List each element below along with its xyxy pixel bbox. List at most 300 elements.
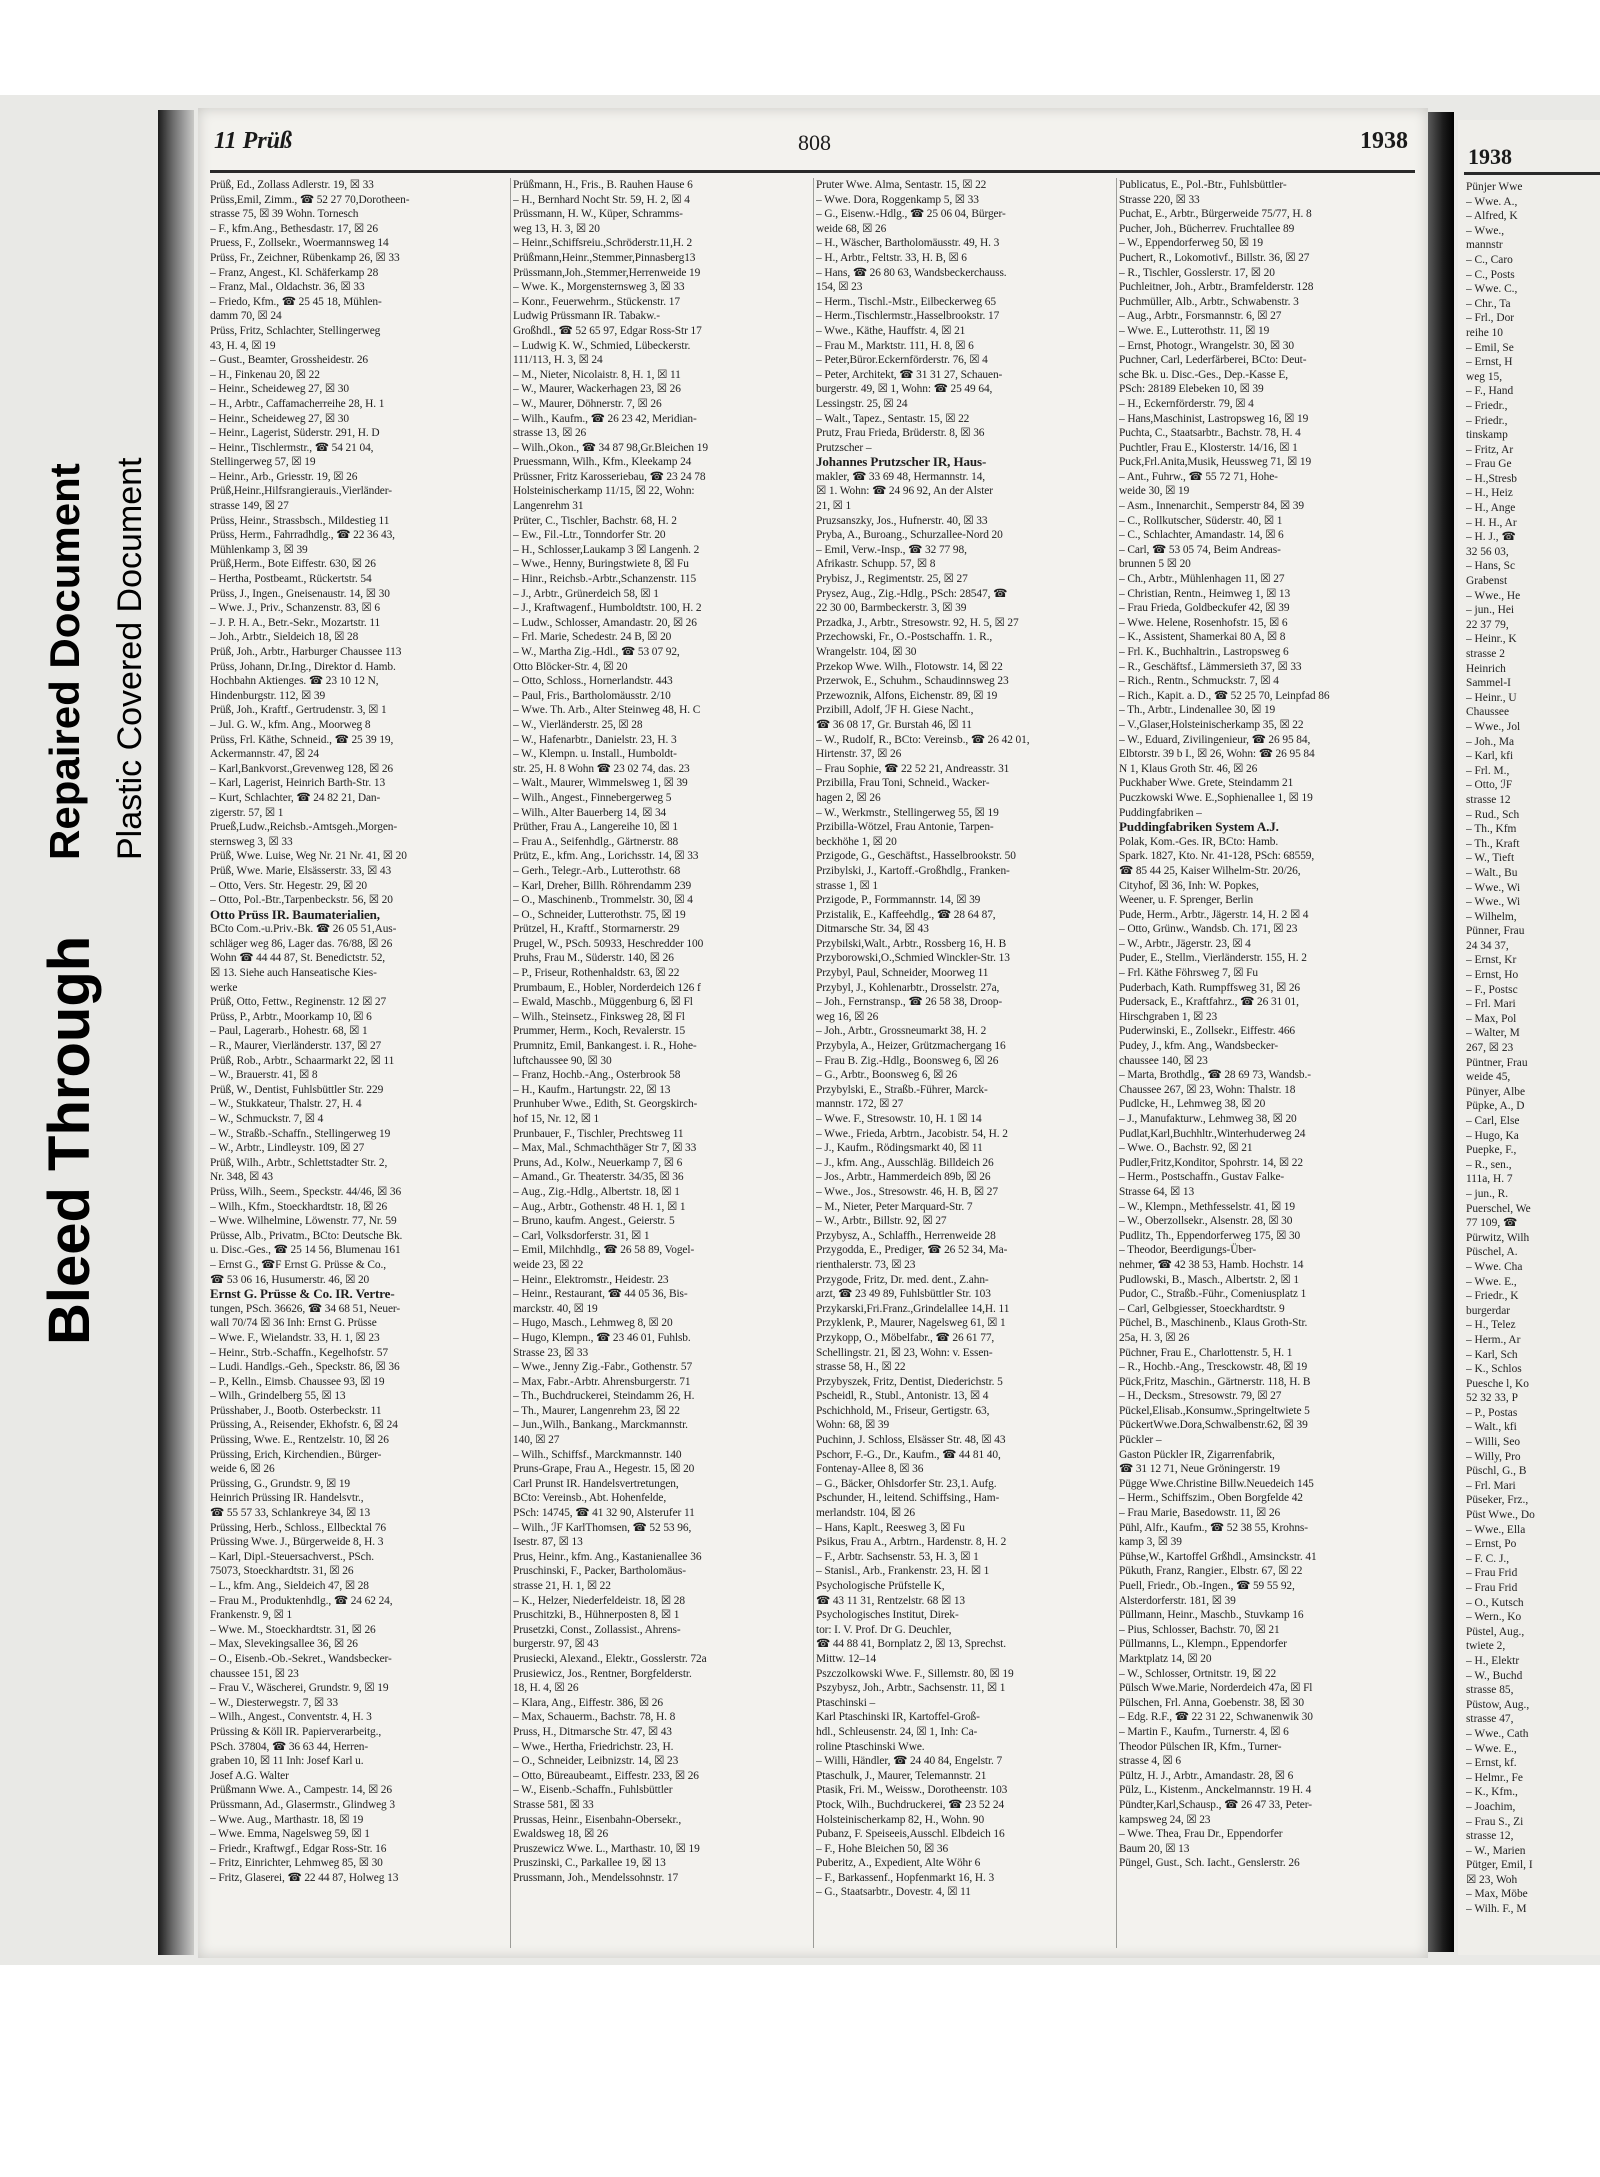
directory-entry: Ptaschulk, J., Maurer, Telemannstr. 21	[816, 1769, 987, 1782]
facing-entry: – jun., R.	[1466, 1187, 1509, 1200]
facing-entry: – Friedr., K	[1466, 1290, 1519, 1303]
facing-entry: Grabenst	[1466, 575, 1508, 588]
facing-entry: Püst Wwe., Do	[1466, 1509, 1535, 1522]
facing-entry: – Fritz, Ar	[1466, 443, 1514, 456]
directory-entry: – W., Diesterwegstr. 7, ☒ 33	[210, 1696, 338, 1709]
directory-entry: – Otto, Grünw., Wandsb. Ch. 171, ☒ 23	[1119, 923, 1298, 936]
directory-entry: Pudlat,Karl,Buchhltr.,Winterhuderweg 24	[1119, 1127, 1306, 1140]
facing-entry: – Helmr., Fe	[1466, 1771, 1523, 1784]
directory-entry: Prüß,Heinr.,Hilfsrangierauis.,Vierländer-	[210, 485, 392, 498]
directory-entry: – Ernst G., ☎F Ernst G. Prüsse & Co.,	[210, 1258, 386, 1271]
facing-entry: – F., Postsc	[1466, 983, 1518, 996]
directory-entry: Prüssing, Wwe. E., Rentzelstr. 10, ☒ 26	[210, 1434, 389, 1447]
directory-entry: 21, ☒ 1	[816, 500, 852, 513]
directory-entry: Puchtler, Frau E., Klosterstr. 14/16, ☒ 1	[1119, 441, 1298, 454]
directory-entry: Pruter Wwe. Alma, Sentastr. 15, ☒ 22	[816, 179, 987, 191]
directory-entry: – Wwe. F., Stresowstr. 10, H. 1 ☒ 14	[816, 1113, 982, 1125]
directory-entry: – Willi, Händler, ☎ 24 40 84, Engelstr. 7	[816, 1755, 1003, 1768]
directory-entry: Prüssing, A., Reisender, Ekhofstr. 6, ☒ 24	[210, 1419, 398, 1432]
directory-entry: – Joh., Fernstransp., ☎ 26 58 38, Droop-	[816, 996, 1003, 1009]
facing-entry: Pürwitz, Wilh	[1466, 1231, 1530, 1244]
directory-entry: Przibilla, Frau Toni, Schneid., Wacker-	[816, 777, 990, 790]
directory-entry: Przechowski, Fr., O.-Postschaffn. 1. R.,	[816, 631, 993, 644]
directory-entry: Püngel, Gust., Sch. Iacht., Genslerstr. 26	[1119, 1857, 1300, 1870]
directory-entry: Puder, E., Stellm., Vierländerstr. 155, H. 2	[1119, 952, 1307, 965]
directory-entry: – Hans, ☎ 26 80 63, Wandsbeckerchauss.	[816, 266, 1007, 279]
directory-entry: – Wwe. K., Morgensternsweg 3, ☒ 33	[513, 281, 685, 294]
directory-entry: – Wilh., Angest., Finnebergerweg 5	[513, 791, 672, 804]
directory-entry: Pubanz, F. Speiseeis,Ausschl. Elbdeich 16	[816, 1828, 1005, 1841]
directory-entry: – Friedr., Kraftwgf., Edgar Ross-Str. 16	[210, 1842, 387, 1855]
directory-entry: Prüß, Wwe. Luise, Weg Nr. 21 Nr. 41, ☒ 20	[210, 850, 407, 863]
facing-entry: – W., Marien	[1466, 1844, 1526, 1857]
directory-entry: – G., Bäcker, Ohlsdorfer Str. 23,1. Aufg.	[816, 1477, 997, 1490]
facing-entry: – Karl, Sch	[1466, 1348, 1518, 1361]
directory-entry: – Hans, Kaplt., Reesweg 3, ☒ Fu	[816, 1521, 965, 1534]
directory-entry: – W., Schmuckstr. 7, ☒ 4	[210, 1113, 324, 1125]
column-divider	[510, 178, 511, 1948]
directory-entry: Pruss, H., Ditmarsche Str. 47, ☒ 43	[513, 1725, 672, 1738]
facing-entry: – P., Postas	[1466, 1406, 1518, 1419]
facing-entry: – Wwe., Cath	[1466, 1727, 1529, 1740]
directory-entry: Prüß, W., Dentist, Fuhlsbüttler Str. 229	[210, 1083, 384, 1096]
directory-entry: – J., Manufakturw., Lehmweg 38, ☒ 20	[1119, 1113, 1297, 1125]
directory-entry: Ptasik, Fri. M., Weissw., Dorotheenstr. 103	[816, 1784, 1008, 1797]
directory-entry: Publicatus, E., Pol.-Btr., Fuhlsbüttler-	[1119, 179, 1287, 191]
facing-entry: – Frl., Dor	[1466, 312, 1515, 325]
facing-entry: 52 32 33, P	[1466, 1392, 1518, 1405]
directory-entry: – Heinr., Strb.-Schaffn., Kegelhofstr. 57	[210, 1346, 388, 1359]
facing-entry: – Wwe. C.,	[1466, 283, 1518, 296]
directory-entry: Polak, Kom.-Ges. IR, BCto: Hamb.	[1119, 835, 1279, 848]
directory-entry: Przewoznik, Alfons, Eichenstr. 89, ☒ 19	[816, 689, 998, 702]
directory-entry: Pucher, Joh., Bücherrev. Fruchtallee 89	[1119, 222, 1295, 235]
directory-entry: Prüß,Herm., Bote Eiffestr. 630, ☒ 26	[210, 558, 376, 571]
directory-entry: Prusetzki, Const., Zollassist., Ahrens-	[513, 1623, 681, 1636]
facing-entry: – Frau S., Zi	[1466, 1815, 1524, 1828]
directory-entry: – Konr., Feuerwehrm., Stückenstr. 17	[513, 295, 680, 308]
directory-entry: Prusiecki, Alexand., Elektr., Gosslerstr. 72a	[513, 1652, 707, 1665]
facing-entry: Püstel, Aug.,	[1466, 1625, 1525, 1638]
directory-entry: Pudor, C., Straßb.-Führ., Comeniusplatz 1	[1119, 1288, 1307, 1301]
directory-entry: – W., Vierländerstr. 25, ☒ 28	[513, 718, 643, 731]
directory-entry: – Wwe., Henny, Buringstwiete 8, ☒ Fu	[513, 558, 689, 571]
directory-entry: – R., Tischler, Gosslerstr. 17, ☒ 20	[1119, 266, 1275, 279]
directory-entry: – Wwe. F., Wielandstr. 33, H. 1, ☒ 23	[210, 1331, 380, 1344]
directory-entry: Wohn: 68, ☒ 39	[816, 1419, 890, 1432]
directory-entry: Prüß, Joh., Kraftf., Gertrudenstr. 3, ☒ 1	[210, 704, 387, 717]
directory-entry: Pültz, H. J., Arbtr., Amandastr. 28, ☒ 6	[1119, 1769, 1294, 1782]
directory-entry: u. Disc.-Ges., ☎ 25 14 56, Blumenau 161	[210, 1244, 401, 1257]
facing-entry: – Max, Möbe	[1466, 1888, 1528, 1901]
facing-entry: Puerschel, We	[1466, 1202, 1531, 1215]
directory-entry: Pück,Fritz, Maschin., Gärtnerstr. 118, H. B	[1119, 1375, 1311, 1388]
directory-entry: – Herm.,Tischlermstr.,Hasselbrookstr. 17	[816, 310, 1000, 323]
directory-entry: 18, H. 4, ☒ 26	[513, 1682, 579, 1695]
directory-entry: Prüter, C., Tischler, Bachstr. 68, H. 2	[513, 514, 677, 527]
facing-entry: – Emil, Se	[1466, 341, 1514, 354]
facing-entry: mannstr	[1466, 239, 1503, 252]
facing-entry: – H., Elektr	[1466, 1654, 1520, 1667]
directory-entry: – H., Wäscher, Bartholomäusstr. 49, H. 3	[816, 237, 1000, 250]
directory-entry: – Frl. Käthe Föhrsweg 7, ☒ Fu	[1119, 967, 1258, 980]
directory-entry: weide 68, ☒ 26	[816, 222, 887, 235]
directory-entry: Pschichhold, M., Friseur, Gertigstr. 63,	[816, 1404, 990, 1417]
directory-entry: Prüss, Fr., Zeichner, Rübenkamp 26, ☒ 33	[210, 251, 400, 264]
directory-entry: Langenrehm 31	[513, 500, 584, 513]
directory-entry: ☎ 53 06 16, Husumerstr. 46, ☒ 20	[210, 1273, 370, 1286]
facing-entry: – H. H., Ar	[1466, 516, 1517, 529]
page-gutter-shadow	[1428, 112, 1454, 1952]
directory-entry: – F., Hohe Bleichen 50, ☒ 36	[816, 1842, 949, 1855]
directory-entry: Prüß, Wilh., Arbtr., Schlettstadter Str. 2,	[210, 1156, 388, 1169]
facing-entry: Püschl, G., B	[1466, 1465, 1527, 1478]
directory-entry: Stellingerweg 57, ☒ 19	[210, 456, 316, 469]
directory-entry: Przibilla-Wötzel, Frau Antonie, Tarpen-	[816, 821, 994, 834]
directory-entry: hdl., Schleusenstr. 24, ☒ 1, Inh: Ca-	[816, 1725, 978, 1738]
directory-entry: – Karl, Lagerist, Heinrich Barth-Str. 13	[210, 777, 386, 790]
directory-entry: – W., Martha Zig.-Hdl., ☎ 53 07 92,	[513, 646, 680, 658]
directory-entry: Puchinn, J. Schloss, Elsässer Str. 48, ☒ 43	[816, 1434, 1006, 1447]
facing-entry: – O., Kutsch	[1466, 1596, 1524, 1609]
directory-entry: – C., Rollkutscher, Süderstr. 40, ☒ 1	[1119, 514, 1283, 527]
facing-entry: twiete 2,	[1466, 1640, 1506, 1653]
directory-entry: – Jul. G. W., kfm. Ang., Moorweg 8	[210, 718, 371, 731]
facing-entry: – Walt., Bu	[1466, 866, 1518, 879]
directory-entry: burgerstr. 49, ☒ 1, Wohn: ☎ 25 49 64,	[816, 383, 993, 396]
directory-entry: Prummer, Herm., Koch, Revalerstr. 15	[513, 1025, 686, 1038]
directory-entry: strasse 149, ☒ 27	[210, 500, 289, 513]
facing-entry: weide 45,	[1466, 1071, 1511, 1084]
directory-entry: Przybyl, Paul, Schneider, Moorweg 11	[816, 967, 989, 980]
directory-entry: – J., kfm. Ang., Ausschläg. Billdeich 26	[816, 1156, 994, 1169]
directory-entry: Afrikastr. Schupp. 57, ☒ 8	[816, 558, 936, 571]
directory-entry: – Aug., Arbtr., Forsmannstr. 6, ☒ 27	[1119, 310, 1282, 323]
facing-page	[1458, 120, 1600, 1955]
directory-entry: Pruschinski, F., Packer, Bartholomäus-	[513, 1565, 686, 1578]
directory-page	[198, 108, 1428, 1958]
header-left: 11 Prüß	[214, 128, 293, 154]
directory-entry: Pruessmann, Wilh., Kfm., Kleekamp 24	[513, 456, 692, 469]
directory-entry: Strasse 64, ☒ 13	[1119, 1185, 1195, 1198]
directory-entry: – L., kfm. Ang., Sieldeich 47, ☒ 28	[210, 1580, 369, 1592]
directory-entry: – Ludwig K. W., Schmied, Lübeckerstr.	[513, 339, 691, 352]
directory-entry: – C., Schlachter, Amandastr. 14, ☒ 6	[1119, 529, 1284, 542]
directory-entry: BCto: Vereinsb., Abt. Hohenfelde,	[513, 1492, 667, 1505]
directory-entry: ☎ 36 08 17, Gr. Burstah 46, ☒ 11	[816, 718, 972, 731]
directory-entry: – Wwe. M., Stoeckhardtstr. 31, ☒ 26	[210, 1623, 376, 1636]
facing-entry: – C., Posts	[1466, 268, 1515, 281]
directory-entry: ☎ 43 11 31, Rentzelstr. 68 ☒ 13	[816, 1594, 966, 1607]
directory-entry: Puchta, C., Staatsarbtr., Bachstr. 78, H. 4	[1119, 427, 1301, 440]
column-3	[816, 178, 1112, 1948]
directory-entry: – Rich., Rentn., Schmuckstr. 7, ☒ 4	[1119, 675, 1279, 688]
directory-entry: Pruschitzki, B., Hühnerposten 8, ☒ 1	[513, 1609, 680, 1622]
directory-entry: Prutz, Frau Frieda, Brüderstr. 8, ☒ 36	[816, 427, 985, 440]
facing-entry: – Frl. Mari	[1466, 998, 1516, 1011]
facing-entry: – Th., Kraft	[1466, 837, 1520, 850]
directory-entry: Elbtorstr. 39 b I., ☒ 26, Wohn: ☎ 26 95 84	[1119, 748, 1315, 761]
directory-entry: Prüss, P., Arbtr., Moorkamp 10, ☒ 6	[210, 1010, 372, 1023]
directory-entry: N 1, Klaus Groth Str. 46, ☒ 26	[1119, 762, 1258, 775]
directory-entry: – Joh., Arbtr., Grossneumarkt 38, H. 2	[816, 1025, 987, 1038]
directory-entry: Prüssmann, Ad., Glasermstr., Glindweg 3	[210, 1798, 395, 1811]
directory-entry: – M., Nieter, Nicolaistr. 8, H. 1, ☒ 11	[513, 368, 681, 381]
directory-entry: Prüss, Herm., Fahrradhdlg., ☎ 22 36 43,	[210, 529, 395, 542]
directory-entry: Puchert, R., Lokomotivf., Billstr. 36, ☒ 27	[1119, 251, 1310, 264]
directory-entry: PSch: 28189 Elebeken 10, ☒ 39	[1119, 383, 1264, 396]
directory-entry: PückertWwe.Dora,Schwalbenstr.62, ☒ 39	[1119, 1419, 1308, 1432]
bleed-through-label: Bleed Through	[37, 935, 102, 1345]
directory-entry: – H., Eckernförderstr. 79, ☒ 4	[1119, 397, 1254, 410]
facing-entry: – Heinr., U	[1466, 691, 1517, 704]
directory-entry: roline Ptaschinski Wwe.	[816, 1740, 925, 1753]
directory-entry: ☒ 1. Wohn: ☎ 24 96 92, An der Alster	[816, 485, 993, 498]
facing-entry: – H., Heiz	[1466, 487, 1513, 500]
facing-entry: – Hans, Sc	[1466, 560, 1516, 573]
directory-entry: – Wwe. Wilhelmine, Löwenstr. 77, Nr. 59	[210, 1215, 397, 1228]
directory-entry: Pruhs, Frau M., Süderstr. 140, ☒ 26	[513, 952, 674, 965]
directory-entry: Pude, Herm., Arbtr., Jägerstr. 14, H. 2 ☒ 4	[1119, 908, 1309, 921]
facing-entry: 77 109, ☎	[1466, 1217, 1518, 1230]
directory-entry: Puck,Frl.Anita,Musik, Heussweg 71, ☒ 19	[1119, 456, 1312, 469]
directory-entry: ☎ 55 57 33, Schlankreye 34, ☒ 13	[210, 1507, 371, 1520]
directory-entry: weg 13, H. 3, ☒ 20	[513, 222, 600, 235]
directory-entry: ☎ 85 44 25, Kaiser Wilhelm-Str. 20/26,	[1119, 864, 1301, 877]
directory-entry: Pruszewicz Wwe. L., Marthastr. 10, ☒ 19	[513, 1842, 700, 1855]
directory-entry: Przybilski,Walt., Arbtr., Rossberg 16, H. B	[816, 937, 1007, 950]
directory-entry: – W., Klempn., Methfesselstr. 41, ☒ 19	[1119, 1200, 1295, 1213]
column-1	[210, 178, 506, 1948]
directory-entry: – Ew., Fil.-Ltr., Tonndorfer Str. 20	[513, 529, 666, 542]
directory-entry: Püchel, B., Maschinenb., Klaus Groth-Str.	[1119, 1317, 1308, 1330]
directory-entry: Przigode, G., Geschäftst., Hasselbrookstr. 50	[816, 850, 1016, 863]
facing-entry: Heinrich	[1466, 662, 1506, 675]
directory-entry: – W., Brauerstr. 41, ☒ 8	[210, 1069, 318, 1082]
facing-entry: tinskamp	[1466, 429, 1508, 442]
directory-entry: Przyborowski,O.,Schmied Winckler-Str. 13	[816, 952, 1010, 965]
directory-entry: Püllmann, Heinr., Maschb., Stuvkamp 16	[1119, 1609, 1304, 1622]
directory-entry: Hirtenstr. 37, ☒ 26	[816, 748, 902, 761]
facing-entry: – Ernst, H	[1466, 356, 1513, 369]
directory-entry: – Otto, Schloss., Hornerlandstr. 443	[513, 675, 673, 688]
directory-entry: – K., Assistent, Shamerkai 80 A, ☒ 8	[1119, 631, 1286, 644]
facing-column	[1466, 180, 1600, 1940]
facing-entry: – Willy, Pro	[1466, 1450, 1521, 1463]
directory-entry: – Hugo, Klempn., ☎ 23 46 01, Fuhlsb.	[513, 1331, 691, 1344]
directory-entry: Puckhaber Wwe. Grete, Steindamm 21	[1119, 777, 1294, 790]
facing-entry: – Wilh. F., M	[1466, 1903, 1527, 1916]
directory-entry: – W., Klempn. u. Install., Humboldt-	[513, 748, 677, 761]
facing-entry: – W., Buchd	[1466, 1669, 1523, 1682]
directory-entry: – Wwe., Jos., Stresowstr. 46, H. B, ☒ 27	[816, 1185, 998, 1198]
directory-entry: Pudlcke, H., Lehmweg 38, ☒ 20	[1119, 1098, 1266, 1111]
directory-entry: Puell, Friedr., Ob.-Ingen., ☎ 59 55 92,	[1119, 1580, 1295, 1592]
directory-entry: kamp 3, ☒ 39	[1119, 1536, 1182, 1549]
directory-entry: – Otto, Büreaubeamt., Eiffestr. 233, ☒ 26	[513, 1769, 699, 1782]
directory-entry: – Joh., Arbtr., Sieldeich 18, ☒ 28	[210, 631, 359, 644]
directory-entry: – Peter, Architekt, ☎ 31 31 27, Schauen-	[816, 368, 1003, 381]
directory-entry: strasse 13, ☒ 26	[513, 427, 587, 440]
facing-entry: Püstow, Aug.,	[1466, 1698, 1530, 1711]
facing-entry: – Wwe. E.,	[1466, 1275, 1517, 1288]
columns	[210, 178, 1418, 1948]
directory-entry: Pruszinski, C., Parkallee 19, ☒ 13	[513, 1857, 666, 1870]
directory-entry: Przygodda, E., Prediger, ☎ 26 52 34, Ma-	[816, 1244, 1008, 1257]
facing-entry: – Friedr.,	[1466, 414, 1508, 427]
facing-entry: – Alfred, K	[1466, 210, 1518, 223]
directory-entry: – H., Kaufm., Hartungstr. 22, ☒ 13	[513, 1083, 671, 1096]
facing-entry: – Walter, M	[1466, 1027, 1520, 1040]
directory-entry: marckstr. 40, ☒ 19	[513, 1302, 598, 1315]
directory-entry: Prysez, Aug., Zig.-Hdlg., PSch: 28547, ☎	[816, 587, 1008, 600]
directory-entry: Pückler –	[1119, 1434, 1162, 1447]
directory-entry: zigerstr. 57, ☒ 1	[210, 806, 284, 819]
directory-entry: – Ernst, Photogr., Wrangelstr. 30, ☒ 30	[1119, 339, 1294, 352]
directory-entry: – Wilh.,Okon., ☎ 34 87 98,Gr.Bleichen 19	[513, 441, 708, 454]
facing-entry: 111a, H. 7	[1466, 1173, 1513, 1186]
facing-entry: Sammel-I	[1466, 677, 1511, 690]
directory-entry: PSch: 14745, ☎ 41 32 90, Alsterufer 11	[513, 1507, 695, 1520]
page-number: 808	[798, 130, 831, 155]
directory-entry: sternsweg 3, ☒ 33	[210, 835, 293, 848]
directory-entry: weide 30, ☒ 19	[1119, 485, 1190, 498]
directory-entry: Lessingstr. 25, ☒ 24	[816, 397, 908, 410]
directory-entry: Schellingstr. 21, ☒ 23, Wohn: v. Essen-	[816, 1346, 993, 1359]
directory-entry: Prütz, E., kfm. Ang., Lorichsstr. 14, ☒ 33	[513, 850, 699, 863]
directory-entry: Prüß, Joh., Arbtr., Harburger Chaussee 113	[210, 646, 402, 658]
directory-entry: Spark. 1827, Kto. Nr. 41-128, PSch: 68559,	[1119, 850, 1315, 863]
facing-entry: – F. C. J.,	[1466, 1552, 1510, 1565]
directory-entry: Prüssing & Köll IR. Papierverarbeitg.,	[210, 1725, 382, 1738]
directory-entry: – Wwe. J., Priv., Schanzenstr. 83, ☒ 6	[210, 602, 380, 615]
directory-entry: Prüss, Frl. Käthe, Schneid., ☎ 25 39 19,	[210, 733, 394, 746]
directory-entry: – W., Maurer, Döhnerstr. 7, ☒ 26	[513, 397, 662, 410]
directory-entry: – Ant., Fuhrw., ☎ 55 72 71, Hohe-	[1119, 470, 1278, 483]
directory-entry: Przerwok, E., Schuhm., Schaudinnsweg 23	[816, 675, 1009, 688]
facing-entry: – Wwe., Ella	[1466, 1523, 1526, 1536]
facing-entry: – H. J., ☎	[1466, 531, 1516, 544]
facing-entry: – Wern., Ko	[1466, 1611, 1522, 1624]
directory-entry: – W., Rudolf, R., BCto: Vereinsb., ☎ 26 42 01,	[816, 733, 1030, 746]
directory-entry: Ernst G. Prüsse & Co. IR. Vertre-	[210, 1287, 395, 1302]
directory-entry: luftchaussee 90, ☒ 30	[513, 1054, 612, 1067]
facing-entry: Puepke, F.,	[1466, 1144, 1517, 1157]
directory-entry: – Th., Arbtr., Lindenallee 30, ☒ 19	[1119, 704, 1276, 717]
facing-entry: strasse 85,	[1466, 1684, 1514, 1697]
directory-entry: mannstr. 172, ☒ 27	[816, 1098, 904, 1111]
directory-entry: – Emil, Verw.-Insp., ☎ 32 77 98,	[816, 543, 967, 556]
facing-entry: – Rud., Sch	[1466, 808, 1520, 821]
directory-entry: werke	[210, 981, 238, 994]
directory-entry: Prus, Heinr., kfm. Ang., Kastanienallee 36	[513, 1550, 702, 1563]
directory-entry: strasse 75, ☒ 39 Wohn. Tornesch	[210, 208, 359, 221]
directory-entry: – Wwe. Aug., Marthastr. 18, ☒ 19	[210, 1813, 364, 1826]
directory-entry: rienthalerstr. 73, ☒ 23	[816, 1258, 916, 1271]
facing-entry: – Joachim,	[1466, 1800, 1516, 1813]
directory-entry: Prumbaum, E., Hobler, Norderdeich 126 f	[513, 981, 701, 994]
facing-entry: – Willi, Seo	[1466, 1436, 1521, 1449]
directory-entry: wall 70/74 ☒ 36 Inh: Ernst G. Prüsse	[210, 1317, 377, 1330]
directory-entry: – H., Decksm., Stresowstr. 79, ☒ 27	[1119, 1390, 1282, 1403]
directory-entry: 111/113, H. 3, ☒ 24	[513, 354, 603, 367]
directory-entry: Puchmüller, Alb., Arbtr., Schwabenstr. 3	[1119, 295, 1299, 308]
directory-entry: Prüß, Rob., Arbtr., Schaarmarkt 22, ☒ 11	[210, 1054, 395, 1067]
directory-entry: Przybysz, A., Schlaffh., Herrenweide 28	[816, 1229, 996, 1242]
directory-entry: Josef A.G. Walter	[210, 1769, 289, 1782]
directory-entry: – Frau Sophie, ☎ 22 52 21, Andreasstr. 31	[816, 762, 1010, 775]
directory-entry: – Otto, Pol.-Btr.,Tarpenbeckstr. 56, ☒ 20	[210, 894, 393, 907]
directory-entry: – Hugo, Masch., Lehmweg 8, ☒ 20	[513, 1317, 673, 1330]
facing-header-rule	[1464, 172, 1600, 175]
directory-entry: – Christian, Rentn., Heimweg 1, ☒ 13	[1119, 587, 1291, 600]
directory-entry: hagen 2, ☒ 26	[816, 791, 881, 804]
directory-entry: – Fritz, Einrichter, Lehmweg 85, ☒ 30	[210, 1857, 383, 1870]
directory-entry: Pruns, Ad., Kolw., Neuerkamp 7, ☒ 6	[513, 1156, 683, 1169]
directory-entry: Püllmanns, L., Klempn., Eppendorfer	[1119, 1638, 1287, 1651]
directory-entry: – Franz, Hochb.-Ang., Osterbrook 58	[513, 1069, 681, 1082]
facing-entry: – Wwe. A.,	[1466, 195, 1518, 208]
directory-entry: – Wwe., Frieda, Arbtrn., Jacobistr. 54, H. 2	[816, 1127, 1008, 1140]
directory-entry: – Aug., Arbtr., Gothenstr. 48 H. 1, ☒ 1	[513, 1200, 686, 1213]
directory-entry: – Paul, Fris., Bartholomäusstr. 2/10	[513, 689, 671, 702]
directory-entry: – W., Hafenarbtr., Danielstr. 23, H. 3	[513, 733, 677, 746]
facing-entry: – C., Caro	[1466, 253, 1513, 266]
directory-entry: graben 10, ☒ 11 Inh: Josef Karl u.	[210, 1755, 364, 1768]
directory-entry: – G., Arbtr., Boonsweg 6, ☒ 26	[816, 1069, 958, 1082]
directory-entry: – W., Arbtr., Billstr. 92, ☒ 27	[816, 1215, 947, 1228]
directory-entry: chaussee 140, ☒ 23	[1119, 1054, 1208, 1067]
directory-entry: – W., Stukkateur, Thalstr. 27, H. 4	[210, 1098, 362, 1111]
directory-entry: – Wwe. Th. Arb., Alter Steinweg 48, H. C	[513, 704, 701, 717]
directory-entry: Hochbahn Aktienges. ☎ 23 10 12 N,	[210, 675, 379, 688]
directory-entry: – Frau Frieda, Goldbeckufer 42, ☒ 39	[1119, 602, 1290, 615]
directory-entry: strasse 1, ☒ 1	[816, 879, 878, 892]
directory-entry: Prüss, Fritz, Schlachter, Stellingerweg	[210, 324, 381, 337]
directory-entry: Pühse,W., Kartoffel Grßhdl., Amsinckstr. 41	[1119, 1550, 1317, 1563]
directory-entry: Pruns-Grape, Frau A., Hegestr. 15, ☒ 20	[513, 1463, 695, 1476]
directory-entry: Przygode, Fritz, Dr. med. dent., Z.ahn-	[816, 1273, 989, 1286]
facing-entry: 24 34 37,	[1466, 939, 1509, 952]
directory-entry: – Carl, Gelbgiesser, Stoeckhardtstr. 9	[1119, 1302, 1285, 1315]
directory-entry: – Franz, Mal., Oldachstr. 36, ☒ 33	[210, 281, 365, 294]
directory-entry: – Heinr., Scheideweg 27, ☒ 30	[210, 383, 349, 396]
directory-entry: Hirschgraben 1, ☒ 23	[1119, 1010, 1218, 1023]
directory-entry: Marktplatz 14, ☒ 20	[1119, 1652, 1212, 1665]
directory-entry: Prüsse, Alb., Privatm., BCto: Deutsche Bk.	[210, 1229, 403, 1242]
directory-entry: Prüssing, Herb., Schloss., Ellbecktal 76	[210, 1521, 387, 1534]
directory-entry: – Bruno, kaufm. Angest., Geierstr. 5	[513, 1215, 675, 1228]
facing-entry: – H., Ange	[1466, 502, 1516, 515]
directory-entry: – Herm., Postschaffn., Gustav Falke-	[1119, 1171, 1285, 1184]
directory-entry: Pudlowski, B., Masch., Albertstr. 2, ☒ 1	[1119, 1273, 1299, 1286]
directory-entry: Prüß, Ed., Zollass Adlerstr. 19, ☒ 33	[210, 179, 374, 191]
directory-entry: Przibill, Adolf, ℐF H. Giese Nacht.,	[816, 704, 974, 717]
directory-entry: Pszczolkowski Wwe. F., Sillemstr. 80, ☒ 19	[816, 1667, 1014, 1680]
directory-entry: Pudlitz, Th., Eppendorferweg 175, ☒ 30	[1119, 1229, 1301, 1242]
directory-entry: – Theodor, Beerdigungs-Über-	[1119, 1244, 1257, 1257]
bottom-margin	[0, 1965, 1600, 2177]
facing-entry: strasse 47,	[1466, 1713, 1514, 1726]
directory-entry: burgerstr. 97, ☒ 43	[513, 1638, 599, 1651]
facing-entry: – Frl. Mari	[1466, 1479, 1516, 1492]
facing-entry: – Frau Frid	[1466, 1582, 1518, 1594]
directory-entry: Ptaschinski –	[816, 1696, 876, 1709]
directory-entry: – Heinr., Tischlermstr., ☎ 54 21 04,	[210, 441, 374, 454]
directory-entry: – W., Eisenb.-Schaffn., Fuhlsbüttler	[513, 1784, 673, 1797]
repaired-document-label: Repaired Document	[41, 463, 88, 860]
directory-entry: – Wwe., Käthe, Hauffstr. 4, ☒ 21	[816, 324, 966, 337]
